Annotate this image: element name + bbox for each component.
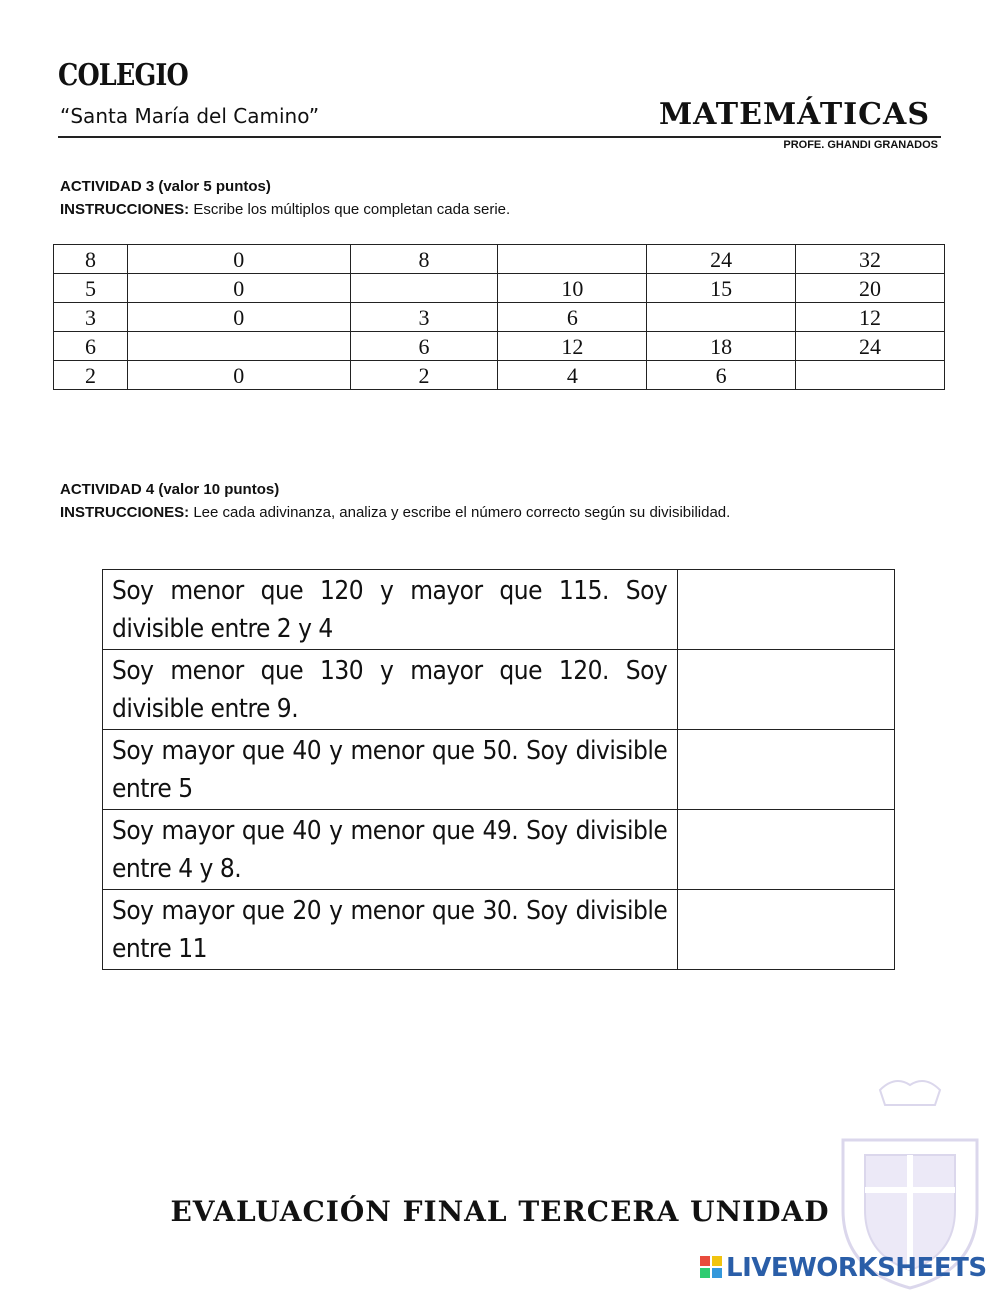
series-row <box>54 303 945 332</box>
evaluation-title: EVALUACIÓN FINAL TERCERA UNIDAD <box>170 1195 830 1228</box>
riddle-row <box>103 890 895 970</box>
riddle-text: Soy menor que 130 y mayor que 120. Soy divisible entre 9. <box>103 650 678 730</box>
series-value-cell: 15 <box>647 274 796 303</box>
header-divider <box>58 136 941 138</box>
riddle-answer-input[interactable] <box>678 730 898 809</box>
series-base-cell: 2 <box>54 361 128 390</box>
riddle-answer-input[interactable] <box>678 890 898 969</box>
series-answer-input[interactable] <box>647 302 799 332</box>
liveworksheets-brand: LIVEWORKSHEETS <box>726 1253 987 1283</box>
riddle-text: Soy mayor que 20 y menor que 30. Soy divisible entre 11 <box>103 890 678 970</box>
riddle-text: Soy menor que 120 y mayor que 115. Soy divisible entre 2 y 4 <box>103 570 678 650</box>
series-value-cell: 24 <box>796 332 945 361</box>
riddle-row <box>103 650 895 730</box>
riddles-table <box>102 569 895 970</box>
series-value-cell: 24 <box>647 245 796 274</box>
series-base-cell: 8 <box>54 245 128 274</box>
series-answer-input[interactable] <box>498 244 650 274</box>
activity4-title: ACTIVIDAD 4 (valor 10 puntos) <box>60 481 280 498</box>
riddle-row <box>103 810 895 890</box>
series-value-cell: 0 <box>127 245 350 274</box>
riddle-row <box>103 570 895 650</box>
series-answer-input[interactable] <box>796 360 948 390</box>
activity3-instructions-label: INSTRUCCIONES: <box>60 201 190 218</box>
series-value-cell: 32 <box>796 245 945 274</box>
series-base-cell: 3 <box>54 303 128 332</box>
series-answer-input[interactable] <box>128 331 354 361</box>
riddle-answer-cell[interactable] <box>678 730 895 810</box>
teacher-name: PROFE. GHANDI GRANADOS <box>783 139 938 151</box>
series-value-cell: 0 <box>127 274 350 303</box>
riddle-answer-input[interactable] <box>678 650 898 729</box>
series-value-cell: 6 <box>647 361 796 390</box>
activity4-instructions-label: INSTRUCCIONES: <box>60 504 190 521</box>
activity3-instructions <box>60 201 510 218</box>
series-value-cell: 2 <box>350 361 498 390</box>
series-value-cell: 12 <box>796 303 945 332</box>
subject-title: MATEMÁTICAS <box>658 97 930 132</box>
series-value-cell: 20 <box>796 274 945 303</box>
riddle-answer-input[interactable] <box>678 810 898 889</box>
series-value-cell: 0 <box>127 361 350 390</box>
riddle-answer-cell[interactable] <box>678 810 895 890</box>
series-blank-cell[interactable] <box>498 245 647 274</box>
series-row <box>54 332 945 361</box>
series-row <box>54 245 945 274</box>
series-base-cell: 5 <box>54 274 128 303</box>
liveworksheets-logo-icon <box>700 1256 722 1278</box>
series-value-cell: 18 <box>647 332 796 361</box>
series-blank-cell[interactable] <box>350 274 498 303</box>
multiples-series-table <box>53 244 945 390</box>
riddle-answer-cell[interactable] <box>678 890 895 970</box>
series-value-cell: 4 <box>498 361 647 390</box>
series-value-cell: 6 <box>498 303 647 332</box>
series-base-cell: 6 <box>54 332 128 361</box>
riddle-answer-input[interactable] <box>678 570 898 649</box>
series-value-cell: 6 <box>350 332 498 361</box>
riddle-text: Soy mayor que 40 y menor que 50. Soy divisible entre 5 <box>103 730 678 810</box>
riddle-answer-cell[interactable] <box>678 570 895 650</box>
school-motto: “Santa María del Camino” <box>60 104 320 128</box>
series-row <box>54 361 945 390</box>
series-row <box>54 274 945 303</box>
series-value-cell: 10 <box>498 274 647 303</box>
series-value-cell: 8 <box>350 245 498 274</box>
activity4-instructions <box>60 504 730 521</box>
school-name: COLEGIO <box>58 58 188 93</box>
riddle-row <box>103 730 895 810</box>
activity4-instructions-text: Lee cada adivinanza, analiza y escribe el número correcto según su divisibilidad. <box>189 504 731 521</box>
series-value-cell: 12 <box>498 332 647 361</box>
activity3-instructions-text: Escribe los múltiplos que completan cada serie. <box>189 201 511 218</box>
riddle-text: Soy mayor que 40 y menor que 49. Soy divisible entre 4 y 8. <box>103 810 678 890</box>
series-value-cell: 0 <box>127 303 350 332</box>
series-value-cell: 3 <box>350 303 498 332</box>
series-blank-cell[interactable] <box>796 361 945 390</box>
activity3-title: ACTIVIDAD 3 (valor 5 puntos) <box>60 178 271 195</box>
riddle-answer-cell[interactable] <box>678 650 895 730</box>
series-blank-cell[interactable] <box>647 303 796 332</box>
series-blank-cell[interactable] <box>127 332 350 361</box>
series-answer-input[interactable] <box>351 273 502 303</box>
